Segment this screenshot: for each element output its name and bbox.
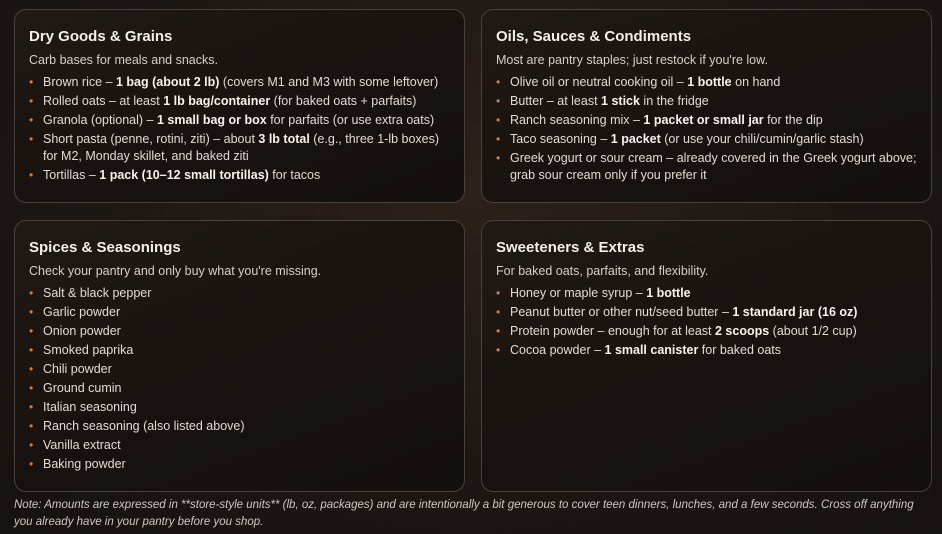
card-spices: [14, 220, 465, 492]
item-text: Ground cumin: [43, 381, 122, 395]
list-item: [29, 342, 450, 359]
item-text-suffix: for parfaits (or use extra oats): [266, 113, 435, 127]
bullet-dot-icon: •: [29, 419, 34, 433]
item-text-suffix: for baked oats: [698, 343, 782, 357]
item-text: Ranch seasoning mix –: [510, 113, 644, 127]
list-item: [496, 150, 917, 184]
card-sweeteners: [481, 220, 932, 492]
bullet-dot-icon: •: [496, 343, 501, 357]
bullet-dot-icon: •: [29, 132, 34, 146]
list-item: [496, 304, 917, 321]
item-text: Baking powder: [43, 457, 126, 471]
item-quantity: 1 bottle: [687, 75, 732, 89]
list-item: [29, 418, 450, 435]
bullet-dot-icon: •: [496, 151, 501, 165]
item-text: Honey or maple syrup –: [510, 286, 647, 300]
list-item: [29, 437, 450, 454]
item-quantity: 1 stick: [601, 94, 640, 108]
card-title: Spices & Seasonings: [29, 239, 181, 256]
bullet-dot-icon: •: [29, 286, 34, 300]
bullet-dot-icon: •: [496, 113, 501, 127]
list-item: [29, 399, 450, 416]
bullet-dot-icon: •: [496, 94, 501, 108]
item-list: [496, 285, 917, 359]
item-list: [29, 74, 450, 184]
list-item: [29, 380, 450, 397]
footer-note: Note: Amounts are expressed in **store-style units** (lb, oz, packages) and are intentionally a bit generous to cover teen dinners, lunches, and a few seconds. Cross off anything you already have in your pantry before you shop.: [14, 499, 914, 528]
item-text-suffix: in the fridge: [639, 94, 709, 108]
item-list: [29, 285, 450, 473]
item-quantity: 1 pack (10–12 small tortillas): [99, 168, 269, 182]
item-text: Butter – at least: [510, 94, 602, 108]
item-text: Salt & black pepper: [43, 286, 152, 300]
card-dry-goods: [14, 9, 465, 203]
bullet-dot-icon: •: [496, 75, 501, 89]
bullet-dot-icon: •: [29, 343, 34, 357]
bullet-dot-icon: •: [496, 132, 501, 146]
bullet-dot-icon: •: [29, 324, 34, 338]
list-item: [29, 456, 450, 473]
item-text: Chili powder: [43, 362, 112, 376]
item-text-suffix: (covers M1 and M3 with some leftover): [219, 75, 439, 89]
item-text-suffix: on hand: [731, 75, 781, 89]
list-item: [29, 323, 450, 340]
list-item: [29, 74, 450, 91]
item-quantity: 3 lb total: [258, 132, 310, 146]
item-text: Granola (optional) –: [43, 113, 157, 127]
bullet-dot-icon: •: [29, 362, 34, 376]
item-text-suffix: (for baked oats + parfaits): [270, 94, 417, 108]
item-quantity: 1 bottle: [646, 286, 691, 300]
card-title: Dry Goods & Grains: [29, 28, 173, 45]
list-item: [29, 285, 450, 302]
item-text-suffix: for the dip: [763, 113, 823, 127]
list-item: [496, 131, 917, 148]
bullet-dot-icon: •: [29, 305, 34, 319]
item-quantity: 1 standard jar (16 oz): [732, 305, 858, 319]
list-item: [496, 285, 917, 302]
card-subtitle: Carb bases for meals and snacks.: [29, 53, 218, 67]
item-text: Short pasta (penne, rotini, ziti) – about: [43, 132, 259, 146]
item-text: Tortillas –: [43, 168, 100, 182]
bullet-dot-icon: •: [29, 75, 34, 89]
card-title: Oils, Sauces & Condiments: [496, 28, 692, 45]
list-item: [29, 167, 450, 184]
list-item: [29, 93, 450, 110]
bullet-dot-icon: •: [496, 286, 501, 300]
item-text-suffix: (about 1/2 cup): [769, 324, 857, 338]
item-text: Brown rice –: [43, 75, 116, 89]
list-item: [29, 304, 450, 321]
bullet-dot-icon: •: [496, 305, 501, 319]
bullet-dot-icon: •: [29, 168, 34, 182]
item-quantity: 2 scoops: [715, 324, 770, 338]
item-text-suffix: (or use your chili/cumin/garlic stash): [660, 132, 864, 146]
list-item: [496, 74, 917, 91]
item-text: Olive oil or neutral cooking oil –: [510, 75, 688, 89]
item-text: Garlic powder: [43, 305, 121, 319]
bullet-dot-icon: •: [29, 113, 34, 127]
list-item: [29, 131, 450, 165]
item-quantity: 1 small canister: [604, 343, 699, 357]
item-text: Cocoa powder –: [510, 343, 605, 357]
bullet-dot-icon: •: [29, 381, 34, 395]
card-oils-sauces: [481, 9, 932, 203]
card-subtitle: Check your pantry and only buy what you're missing.: [29, 264, 322, 278]
item-quantity: 1 lb bag/container: [163, 94, 271, 108]
bullet-dot-icon: •: [29, 400, 34, 414]
card-title: Sweeteners & Extras: [496, 239, 645, 256]
item-text: Protein powder – enough for at least: [510, 324, 715, 338]
item-quantity: 1 packet: [610, 132, 661, 146]
list-item: [496, 93, 917, 110]
item-text: Peanut butter or other nut/seed butter –: [510, 305, 733, 319]
item-text: Ranch seasoning (also listed above): [43, 419, 245, 433]
list-item: [496, 112, 917, 129]
item-text: Onion powder: [43, 324, 121, 338]
bullet-dot-icon: •: [29, 438, 34, 452]
item-text: Greek yogurt or sour cream – already covered in the Greek yogurt above; grab sour cream only if you prefer it: [510, 151, 917, 182]
list-item: [29, 112, 450, 129]
list-item: [496, 323, 917, 340]
item-text-suffix: (e.g., three 1-lb boxes) for M2, Monday skillet, and baked ziti: [43, 132, 440, 163]
item-list: [496, 74, 917, 184]
item-quantity: 1 bag (about 2 lb): [115, 75, 220, 89]
item-text: Vanilla extract: [43, 438, 121, 452]
bullet-dot-icon: •: [29, 457, 34, 471]
item-text: Italian seasoning: [43, 400, 137, 414]
item-text: Rolled oats – at least: [43, 94, 164, 108]
item-text: Smoked paprika: [43, 343, 134, 357]
item-text: Taco seasoning –: [510, 132, 611, 146]
item-quantity: 1 packet or small jar: [643, 113, 764, 127]
item-quantity: 1 small bag or box: [156, 113, 267, 127]
list-item: [496, 342, 917, 359]
bullet-dot-icon: •: [29, 94, 34, 108]
list-item: [29, 361, 450, 378]
bullet-dot-icon: •: [496, 324, 501, 338]
card-subtitle: Most are pantry staples; just restock if you're low.: [496, 53, 768, 67]
card-subtitle: For baked oats, parfaits, and flexibility.: [496, 264, 709, 278]
item-text-suffix: for tacos: [268, 168, 321, 182]
